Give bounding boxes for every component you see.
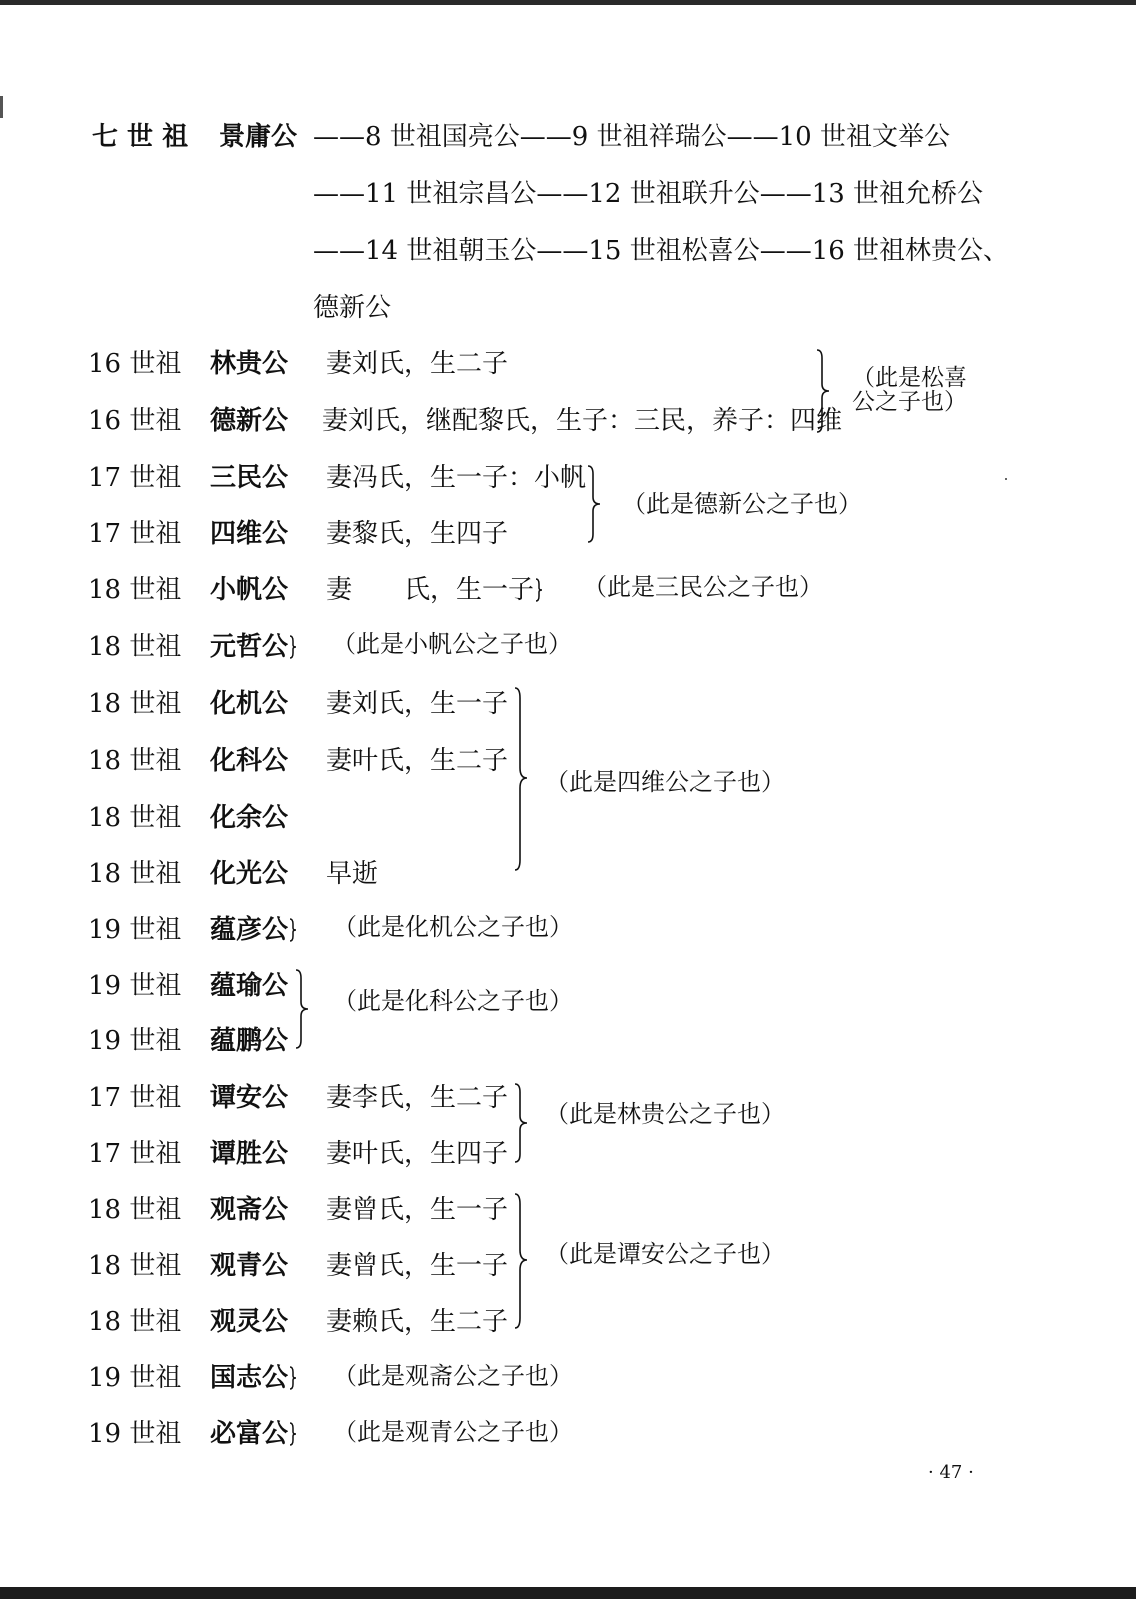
page-number: · 47 ·: [928, 1462, 974, 1483]
ancestor-name: 蕴瑜公: [210, 971, 289, 1001]
generation-label: 17 世祖: [88, 1083, 182, 1113]
single-brace: [535, 578, 543, 602]
ancestor-description: 早逝: [326, 859, 379, 889]
group-brace: [294, 968, 310, 1050]
generation-label: 17 世祖: [88, 519, 182, 549]
ancestor-description: 妻曾氏，生一子: [326, 1251, 509, 1281]
ancestor-description: 妻李氏，生二子: [326, 1083, 509, 1113]
group-brace: [513, 1082, 529, 1164]
ancestor-name: 三民公: [210, 463, 289, 493]
ancestor-name: 化余公: [210, 803, 289, 833]
group-note: （此是四维公之子也）: [545, 768, 785, 796]
ancestor-description: 妻 氏，生一子: [326, 574, 543, 606]
ancestor-description: 妻曾氏，生一子: [326, 1195, 509, 1225]
generation-label: 19 世祖: [88, 1419, 182, 1449]
lineage-chain-line: ——14 世祖朝玉公——15 世祖松喜公——16 世祖林贵公、: [313, 236, 1010, 266]
group-note: （此是松喜 公之子也）: [852, 365, 967, 415]
single-brace: [289, 1422, 297, 1446]
generation-label: 19 世祖: [88, 915, 182, 945]
ancestor-description: 妻冯氏，生一子：小帆: [326, 463, 587, 493]
group-note: （此是观青公之子也）: [333, 1418, 573, 1446]
ancestor-description: 妻刘氏，生二子: [326, 349, 509, 379]
generation-label: 16 世祖: [88, 349, 182, 379]
scan-border-bottom: [0, 1587, 1136, 1599]
gen7-name: 景庸公: [219, 122, 298, 152]
generation-label: 18 世祖: [88, 1307, 182, 1337]
group-brace: [815, 348, 831, 434]
scan-speck: [1005, 478, 1007, 480]
generation-label: 19 世祖: [88, 1026, 182, 1056]
group-note: （此是谭安公之子也）: [545, 1240, 785, 1268]
ancestor-description: 妻赖氏，生二子: [326, 1307, 509, 1337]
ancestor-name: 观斋公: [210, 1195, 289, 1225]
ancestor-name: 谭胜公: [210, 1139, 289, 1169]
scan-border-top: [0, 0, 1136, 5]
ancestor-description: 妻刘氏，继配黎氏，生子：三民，养子：四维: [322, 406, 843, 436]
generation-label: 17 世祖: [88, 1139, 182, 1169]
ancestor-name: 化光公: [210, 859, 289, 889]
ancestor-name: 蕴鹏公: [210, 1026, 289, 1056]
lineage-chain-line: ——8 世祖国亮公——9 世祖祥瑞公——10 世祖文举公: [313, 122, 950, 152]
ancestor-name: 化科公: [210, 746, 289, 776]
generation-label: 19 世祖: [88, 971, 182, 1001]
ancestor-description: 妻叶氏，生二子: [326, 746, 509, 776]
group-note: （此是小帆公之子也）: [332, 630, 572, 658]
ancestor-name: 四维公: [210, 519, 289, 549]
group-note: （此是化机公之子也）: [333, 913, 573, 941]
group-brace: [513, 1192, 529, 1330]
ancestor-name: 元哲公: [210, 631, 297, 663]
group-note: （此是三民公之子也）: [583, 573, 823, 601]
ancestor-description: 妻刘氏，生一子: [326, 689, 509, 719]
group-brace: [586, 464, 602, 544]
generation-label: 16 世祖: [88, 406, 182, 436]
group-brace: [513, 686, 529, 872]
generation-label: 18 世祖: [88, 1195, 182, 1225]
ancestor-name: 蕴彦公: [210, 914, 297, 946]
generation-label: 18 世祖: [88, 859, 182, 889]
ancestor-name: 谭安公: [210, 1083, 289, 1113]
ancestor-name: 观青公: [210, 1251, 289, 1281]
generation-label: 18 世祖: [88, 1251, 182, 1281]
group-note: （此是观斋公之子也）: [333, 1362, 573, 1390]
lineage-chain-line: ——11 世祖宗昌公——12 世祖联升公——13 世祖允桥公: [313, 179, 984, 209]
group-note: （此是林贵公之子也）: [545, 1100, 785, 1128]
generation-label: 18 世祖: [88, 575, 182, 605]
scan-mark-left: [0, 96, 3, 118]
ancestor-name: 小帆公: [210, 575, 289, 605]
single-brace: [289, 635, 297, 659]
gen7-label: 七 世 祖: [92, 122, 189, 152]
ancestor-name: 化机公: [210, 689, 289, 719]
single-brace: [289, 918, 297, 942]
group-note: （此是化科公之子也）: [333, 987, 573, 1015]
generation-label: 19 世祖: [88, 1363, 182, 1393]
ancestor-name: 林贵公: [210, 349, 289, 379]
ancestor-name: 必富公: [210, 1418, 297, 1450]
single-brace: [289, 1366, 297, 1390]
ancestor-description: 妻黎氏，生四子: [326, 519, 509, 549]
generation-label: 18 世祖: [88, 689, 182, 719]
generation-label: 18 世祖: [88, 803, 182, 833]
ancestor-name: 国志公: [210, 1362, 297, 1394]
generation-label: 18 世祖: [88, 632, 182, 662]
ancestor-name: 观灵公: [210, 1307, 289, 1337]
generation-label: 17 世祖: [88, 463, 182, 493]
ancestor-description: 妻叶氏，生四子: [326, 1139, 509, 1169]
lineage-chain-line: 德新公: [313, 293, 392, 323]
ancestor-name: 德新公: [210, 406, 289, 436]
generation-label: 18 世祖: [88, 746, 182, 776]
group-note: （此是德新公之子也）: [622, 490, 862, 518]
